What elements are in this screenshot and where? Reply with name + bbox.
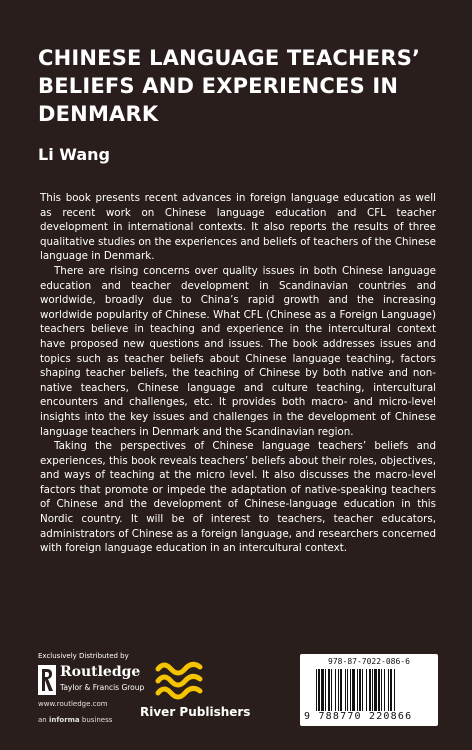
- informa-prefix: an: [38, 716, 49, 724]
- routledge-url: www.routledge.com: [38, 700, 108, 708]
- routledge-logo-icon: [38, 665, 56, 695]
- informa-suffix: business: [79, 716, 113, 724]
- book-author: Li Wang: [38, 145, 110, 164]
- routledge-name: Routledge: [60, 664, 141, 680]
- blurb-paragraph: Taking the perspectives of Chinese language teachers’ beliefs and experiences, this book reveals teachers’ beliefs about their roles, objectives, and ways of teaching at the micro level. It also discusses the macro-level factors that promote or impede the adaptation of native-speaking teachers of Chinese and the development of Chinese-language education in this Nordic country. It will be of interest to teachers, teacher educators, administrators of Chinese as a foreign language, and researchers concerned with foreign language education in an intercultural context.: [40, 440, 436, 555]
- isbn-barcode: [300, 654, 438, 726]
- barcode-icon: [316, 669, 424, 711]
- ean-digits: 9 788770 220866: [304, 711, 413, 722]
- river-publishers-logo-icon: [154, 656, 206, 700]
- routledge-subtitle: Taylor & Francis Group: [60, 683, 145, 692]
- blurb-paragraph: There are rising concerns over quality issues in both Chinese language education and teacher development in Scandinavian countries and worldwide, broadly due to China’s rapid growth and the increasing worldwide popularity of Chinese. What CFL (Chinese as a Foreign Language) teachers believe in teaching and experience in the intercultural context have proposed new questions and issues. The book addresses issues and topics such as teacher beliefs about Chinese language teaching, factors shaping teacher beliefs, the teaching of Chinese by both native and non-native teachers, Chinese language and culture teaching, intercultural encounters and challenges, etc. It provides both macro- and micro-level insights into the key issues and challenges in the development of Chinese language teachers in Denmark and the Scandinavian region.: [40, 264, 436, 438]
- distributor-label: Exclusively Distributed by: [38, 652, 129, 660]
- isbn-number: 978-87-7022-086-6: [328, 657, 410, 666]
- informa-line: [38, 716, 112, 724]
- book-title: CHINESE LANGUAGE TEACHERS’ BELIEFS AND EXPERIENCES IN DENMARK: [38, 46, 421, 126]
- book-blurb: [40, 191, 436, 556]
- informa-brand: informa: [48, 716, 80, 724]
- publisher-name: River Publishers: [140, 705, 251, 719]
- blurb-paragraph: This book presents recent advances in foreign language education as well as recent work on Chinese language education and CFL teacher development in international contexts. It also reports the results of three qualitative studies on the experiences and beliefs of teachers of the Chinese language in Denmark.: [40, 192, 436, 263]
